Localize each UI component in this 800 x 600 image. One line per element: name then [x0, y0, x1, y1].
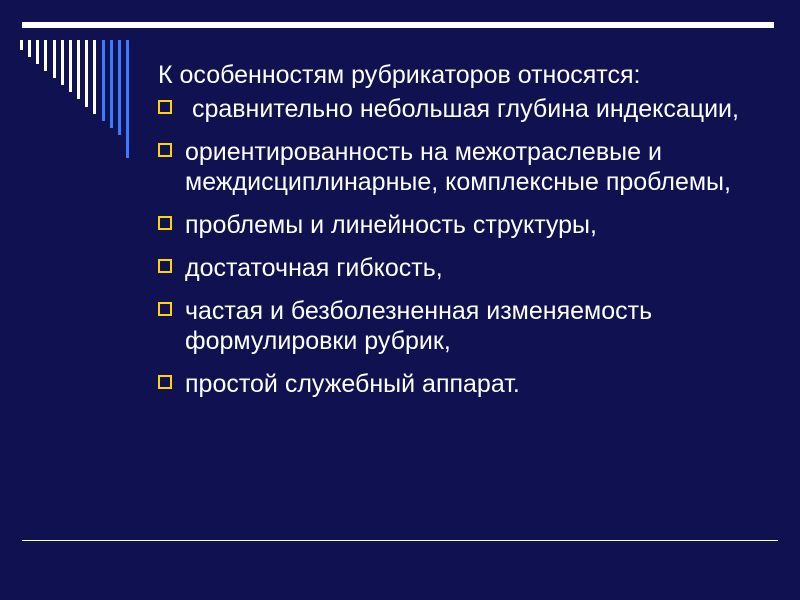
bottom-rule [22, 540, 778, 541]
list-item [158, 94, 778, 124]
list-item-text: ориентированность на межотраслевые и междисциплинарные, комплексные проблемы, [185, 138, 731, 196]
decorative-bar [102, 40, 105, 121]
decorative-bar [53, 40, 56, 78]
hollow-square-icon [158, 259, 172, 273]
list-item-text: простой служебный аппарат. [185, 370, 520, 398]
decorative-bars [0, 0, 140, 170]
hollow-square-icon [158, 143, 172, 157]
list-item-text: частая и безболезненная изменяемость формулировки рубрик, [185, 297, 653, 355]
list-item-text: сравнительно небольшая глубина индексации, [185, 95, 739, 123]
decorative-bar [93, 40, 96, 114]
decorative-bar [110, 40, 113, 128]
list-item [158, 253, 778, 283]
hollow-square-icon [158, 375, 172, 389]
decorative-bar [118, 40, 121, 135]
list-item [158, 296, 778, 356]
decorative-bar [36, 40, 39, 64]
decorative-bar [69, 40, 72, 92]
list-item-text: достаточная гибкость, [185, 254, 443, 282]
decorative-bar [77, 40, 80, 99]
decorative-bar [61, 40, 64, 85]
decorative-bar [44, 40, 47, 71]
decorative-bar [85, 40, 88, 107]
slide-content [158, 60, 778, 412]
hollow-square-icon [158, 100, 172, 114]
decorative-bar [126, 40, 129, 158]
list-item [158, 137, 778, 197]
bullet-list [158, 94, 778, 399]
hollow-square-icon [158, 302, 172, 316]
list-item [158, 369, 778, 399]
list-item [158, 210, 778, 240]
decorative-bar [20, 40, 23, 50]
list-item-text: проблемы и линейность структуры, [185, 211, 597, 239]
hollow-square-icon [158, 216, 172, 230]
decorative-bar [28, 40, 31, 57]
slide-lead: К особенностям рубрикаторов относятся: [158, 61, 641, 89]
